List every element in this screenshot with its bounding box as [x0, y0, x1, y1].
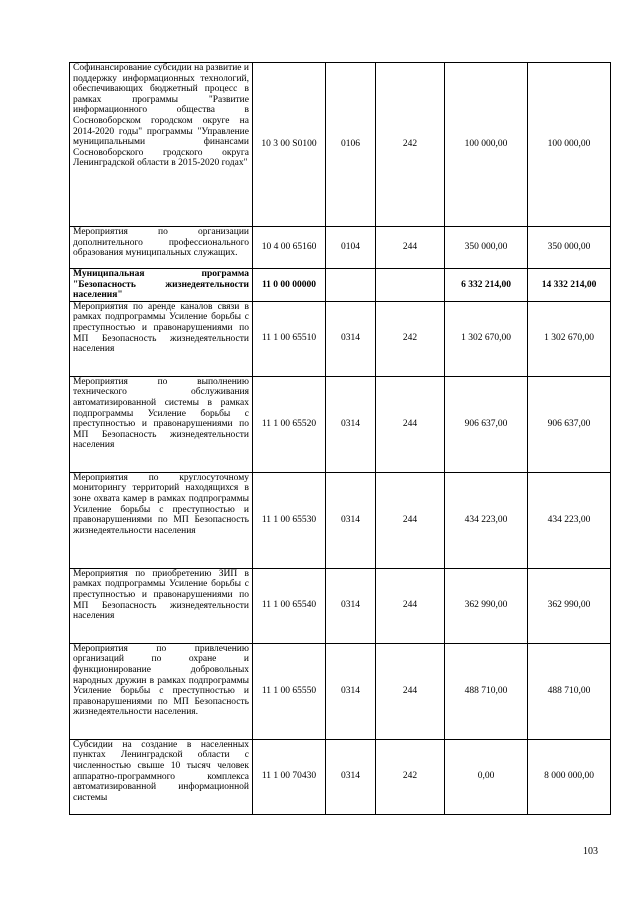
row-section-cell — [326, 269, 376, 302]
row-sum2-cell: 362 990,00 — [528, 568, 611, 643]
budget-table-body — [70, 63, 611, 815]
row-type-cell: 244 — [376, 472, 445, 568]
row-type-cell: 242 — [376, 739, 445, 814]
row-csr-cell: 11 1 00 65550 — [253, 643, 326, 739]
row-name-cell: Мероприятия по круглосуточному мониторингу территорий находящихся в зоне охвата камер в рамках подпрограммы Усиление борьбы с преступностью и правонарушениями по МП Безопасность жизнедеятельности населения — [70, 472, 253, 568]
page-number: 103 — [583, 846, 598, 857]
row-type-cell: 244 — [376, 568, 445, 643]
row-type-cell: 242 — [376, 301, 445, 376]
row-section-cell: 0314 — [326, 376, 376, 472]
row-sum1-cell: 0,00 — [445, 739, 528, 814]
row-name-cell: Мероприятия по привлечению организаций по охране и функционирование добровольных народных дружин в рамках подпрограммы Усиление борьбы с преступностью и правонарушениями по МП Безопасность жизнедеятельности населения. — [70, 643, 253, 739]
row-sum2-cell: 8 000 000,00 — [528, 739, 611, 814]
row-sum1-cell: 362 990,00 — [445, 568, 528, 643]
row-sum2-cell: 14 332 214,00 — [528, 269, 611, 302]
row-name-cell: Мероприятия по организации дополнительного профессионального образования муниципальных служащих. — [70, 227, 253, 269]
row-csr-cell: 10 3 00 S0100 — [253, 63, 326, 227]
row-type-cell: 244 — [376, 227, 445, 269]
row-csr-cell: 11 1 00 65510 — [253, 301, 326, 376]
row-section-cell: 0314 — [326, 472, 376, 568]
row-csr-cell: 10 4 00 65160 — [253, 227, 326, 269]
row-section-cell: 0314 — [326, 643, 376, 739]
row-section-cell: 0314 — [326, 739, 376, 814]
table-row — [70, 643, 611, 739]
row-type-cell — [376, 269, 445, 302]
row-sum2-cell: 100 000,00 — [528, 63, 611, 227]
table-row — [70, 63, 611, 227]
row-csr-cell: 11 1 00 70430 — [253, 739, 326, 814]
row-section-cell: 0104 — [326, 227, 376, 269]
row-csr-cell: 11 1 00 65520 — [253, 376, 326, 472]
row-sum1-cell: 488 710,00 — [445, 643, 528, 739]
row-sum1-cell: 350 000,00 — [445, 227, 528, 269]
row-name-cell: Софинансирование субсидии на развитие и поддержку информационных технологий, обеспечивающих бюджетный процесс в рамках программы "Развитие информационного общества в Сосновоборском городском округе на 2014-2020 годы" программы "Управление муниципальными финансами Сосновоборского гродского округа Ленинградской области в 2015-2020 годах" — [70, 63, 253, 227]
row-section-cell: 0106 — [326, 63, 376, 227]
table-row — [70, 472, 611, 568]
table-row — [70, 227, 611, 269]
table-row — [70, 568, 611, 643]
row-name-cell: Муниципальная программа "Безопасность жизнедеятельности населения" — [70, 269, 253, 302]
row-type-cell: 242 — [376, 63, 445, 227]
row-section-cell: 0314 — [326, 568, 376, 643]
row-type-cell: 244 — [376, 643, 445, 739]
row-sum1-cell: 6 332 214,00 — [445, 269, 528, 302]
row-sum2-cell: 488 710,00 — [528, 643, 611, 739]
row-type-cell: 244 — [376, 376, 445, 472]
row-sum1-cell: 906 637,00 — [445, 376, 528, 472]
row-sum2-cell: 1 302 670,00 — [528, 301, 611, 376]
table-row — [70, 269, 611, 302]
table-row — [70, 376, 611, 472]
row-name-cell: Субсидии на создание в населенных пунктах Ленинградской области с численностью свыше 10 тысяч человек аппаратно-программного комплекса автоматизированной информационной системы — [70, 739, 253, 814]
budget-table — [69, 62, 611, 815]
row-name-cell: Мероприятия по приобретению ЗИП в рамках подпрограммы Усиление борьбы с преступностью и правонарушениями по МП Безопасность жизнедеятельности населения — [70, 568, 253, 643]
row-name-cell: Мероприятия по аренде каналов связи в рамках подпрограммы Усиление борьбы с преступностью и правонарушениями по МП Безопасность жизнедеятельности населения — [70, 301, 253, 376]
row-name-cell: Мероприятия по выполнению технического обслуживания автоматизированной системы в рамках подпрограммы Усиление борьбы с преступностью и правонарушениями по МП Безопасность жизнедеятельности населения — [70, 376, 253, 472]
row-csr-cell: 11 1 00 65530 — [253, 472, 326, 568]
table-row — [70, 301, 611, 376]
row-sum1-cell: 100 000,00 — [445, 63, 528, 227]
row-section-cell: 0314 — [326, 301, 376, 376]
row-sum1-cell: 434 223,00 — [445, 472, 528, 568]
row-sum1-cell: 1 302 670,00 — [445, 301, 528, 376]
row-sum2-cell: 906 637,00 — [528, 376, 611, 472]
table-row — [70, 739, 611, 814]
row-sum2-cell: 350 000,00 — [528, 227, 611, 269]
row-sum2-cell: 434 223,00 — [528, 472, 611, 568]
row-csr-cell: 11 1 00 65540 — [253, 568, 326, 643]
row-csr-cell: 11 0 00 00000 — [253, 269, 326, 302]
